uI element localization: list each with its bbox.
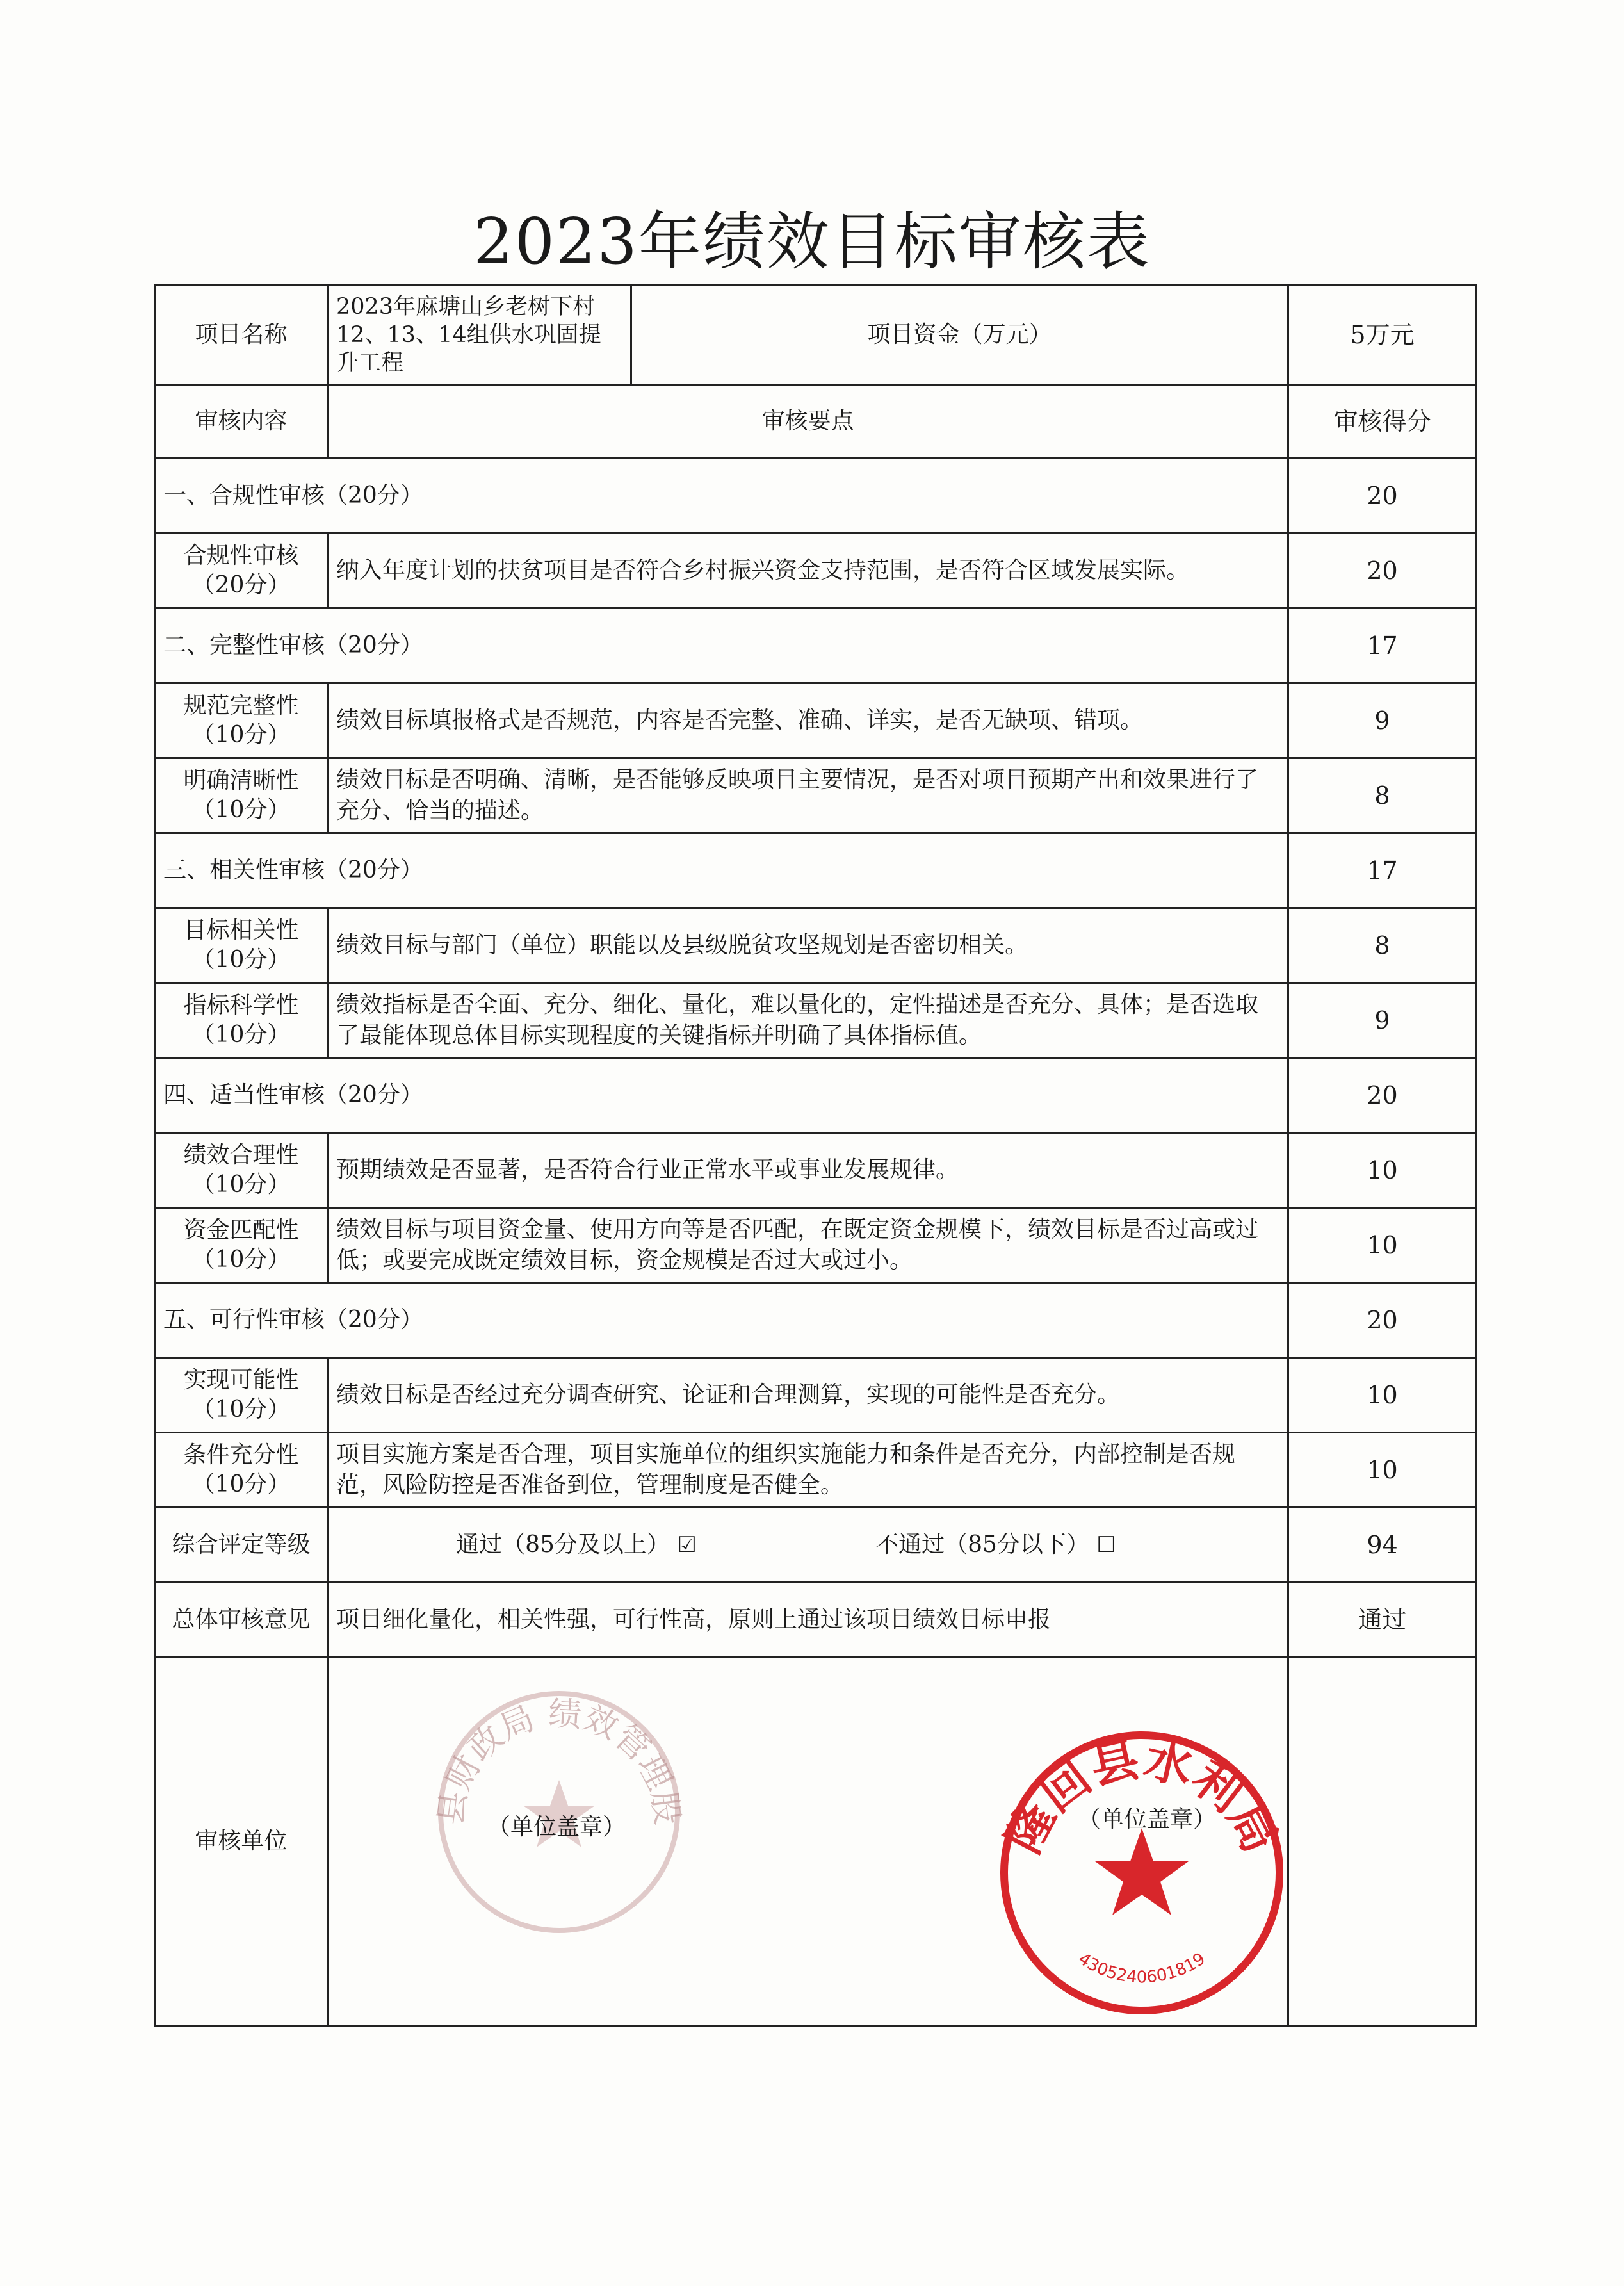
item-name: 明确清晰性 — [183, 767, 299, 794]
item-row — [155, 1433, 1477, 1508]
section-row — [155, 459, 1477, 534]
item-row — [155, 908, 1477, 983]
header-row-project — [155, 286, 1477, 385]
audit-table — [154, 284, 1477, 2027]
item-name: 资金匹配性 — [183, 1217, 299, 1243]
star-icon — [1095, 1828, 1189, 1915]
pass-option-label: 通过（85分及以上） — [456, 1531, 670, 1558]
item-name: 规范完整性 — [183, 692, 299, 719]
pass-checkbox[interactable]: ☑ — [677, 1532, 697, 1558]
left-seal-note: （单位盖章） — [487, 1814, 626, 1840]
score-label: 审核得分 — [1288, 385, 1477, 459]
item-score: 9 — [1288, 983, 1477, 1058]
points-label: 审核要点 — [328, 385, 1288, 459]
item-weight: （10分） — [191, 947, 291, 973]
item-weight: （10分） — [191, 1246, 291, 1273]
item-row — [155, 534, 1477, 608]
fail-checkbox[interactable]: ☐ — [1096, 1532, 1116, 1558]
item-name: 条件充分性 — [183, 1442, 299, 1468]
section-score: 20 — [1288, 1283, 1477, 1358]
item-weight: （10分） — [191, 1471, 291, 1498]
item-name: 绩效合理性 — [183, 1142, 299, 1168]
item-row — [155, 683, 1477, 758]
seal-label: 审核单位 — [155, 1658, 328, 2026]
item-score: 10 — [1288, 1133, 1477, 1208]
fund-label: 项目资金（万元） — [631, 286, 1288, 385]
overall-options — [328, 1508, 1288, 1583]
section-row — [155, 608, 1477, 683]
item-name-cell — [155, 983, 328, 1058]
right-seal-note: （单位盖章） — [1078, 1806, 1217, 1833]
item-score: 8 — [1288, 908, 1477, 983]
stamp-arc-text: 隆回县水利局 — [995, 1731, 1288, 1862]
overall-score: 94 — [1288, 1508, 1477, 1583]
item-text: 绩效目标填报格式是否规范，内容是否完整、准确、详实，是否无缺项、错项。 — [328, 683, 1288, 758]
item-text: 绩效目标是否经过充分调查研究、论证和合理测算，实现的可能性是否充分。 — [328, 1358, 1288, 1433]
item-weight: （10分） — [191, 1172, 291, 1198]
seal-empty-cell — [1288, 1658, 1477, 2026]
section-score: 20 — [1288, 459, 1477, 534]
item-score: 10 — [1288, 1433, 1477, 1508]
stamp-number: 4305240601819 — [1075, 1949, 1209, 1988]
item-name-cell — [155, 1433, 328, 1508]
section-title: 三、相关性审核（20分） — [155, 833, 1288, 908]
item-name: 指标科学性 — [183, 992, 299, 1018]
item-text: 绩效指标是否全面、充分、细化、量化，难以量化的，定性描述是否充分、具体；是否选取了最能体现总体目标实现程度的关键指标并明确了具体指标值。 — [328, 983, 1288, 1058]
item-weight: （10分） — [191, 1396, 291, 1423]
item-text: 绩效目标与部门（单位）职能以及县级脱贫攻坚规划是否密切相关。 — [328, 908, 1288, 983]
content-label: 审核内容 — [155, 385, 328, 459]
item-text: 绩效目标是否明确、清晰，是否能够反映项目主要情况，是否对项目预期产出和效果进行了充分、恰当的描述。 — [328, 758, 1288, 833]
section-score: 17 — [1288, 833, 1477, 908]
section-score: 17 — [1288, 608, 1477, 683]
opinion-text: 项目细化量化，相关性强，可行性高，原则上通过该项目绩效目标申报 — [328, 1583, 1288, 1658]
section-row — [155, 1058, 1477, 1133]
overall-label: 综合评定等级 — [155, 1508, 328, 1583]
section-score: 20 — [1288, 1058, 1477, 1133]
opinion-row — [155, 1583, 1477, 1658]
item-text: 绩效目标与项目资金量、使用方向等是否匹配，在既定资金规模下，绩效目标是否过高或过低；或要完成既定绩效目标，资金规模是否过大或过小。 — [328, 1208, 1288, 1283]
project-name-value: 2023年麻塘山乡老树下村12、13、14组供水巩固提升工程 — [328, 286, 631, 385]
header-row-columns — [155, 385, 1477, 459]
fail-option-label: 不通过（85分以下） — [875, 1531, 1089, 1558]
item-weight: （20分） — [191, 572, 291, 598]
item-weight: （10分） — [191, 797, 291, 823]
item-weight: （10分） — [191, 722, 291, 748]
item-name: 实现可能性 — [183, 1367, 299, 1393]
seal-area — [328, 1658, 1288, 2026]
item-text: 纳入年度计划的扶贫项目是否符合乡村振兴资金支持范围，是否符合区域发展实际。 — [328, 534, 1288, 608]
item-text: 项目实施方案是否合理，项目实施单位的组织实施能力和条件是否充分，内部控制是否规范，风险防控是否准备到位，管理制度是否健全。 — [328, 1433, 1288, 1508]
water-bureau-stamp — [988, 1719, 1295, 2027]
item-row — [155, 1208, 1477, 1283]
opinion-result: 通过 — [1288, 1583, 1477, 1658]
item-name-cell — [155, 908, 328, 983]
item-name-cell — [155, 1133, 328, 1208]
section-row — [155, 833, 1477, 908]
item-score: 8 — [1288, 758, 1477, 833]
section-title: 五、可行性审核（20分） — [155, 1283, 1288, 1358]
item-name-cell — [155, 1358, 328, 1433]
fail-option — [816, 1530, 1175, 1560]
item-text: 预期绩效是否显著，是否符合行业正常水平或事业发展规律。 — [328, 1133, 1288, 1208]
finance-bureau-stamp — [425, 1674, 694, 1943]
item-row — [155, 983, 1477, 1058]
stamp-arc-text: 县财政局 绩效管理股 — [432, 1694, 686, 1827]
pass-option — [336, 1530, 816, 1560]
item-score: 20 — [1288, 534, 1477, 608]
seal-row — [155, 1658, 1477, 2026]
page-title: 2023年绩效目标审核表 — [473, 206, 1151, 279]
item-name-cell — [155, 1208, 328, 1283]
item-row — [155, 758, 1477, 833]
item-weight: （10分） — [191, 1022, 291, 1048]
item-name-cell — [155, 534, 328, 608]
item-row — [155, 1358, 1477, 1433]
section-title: 四、适当性审核（20分） — [155, 1058, 1288, 1133]
item-score: 10 — [1288, 1208, 1477, 1283]
item-name: 合规性审核 — [183, 543, 299, 569]
item-name-cell — [155, 758, 328, 833]
item-name-cell — [155, 683, 328, 758]
item-score: 9 — [1288, 683, 1477, 758]
section-title: 一、合规性审核（20分） — [155, 459, 1288, 534]
item-name: 目标相关性 — [183, 917, 299, 943]
item-score: 10 — [1288, 1358, 1477, 1433]
fund-value: 5万元 — [1288, 286, 1477, 385]
section-title: 二、完整性审核（20分） — [155, 608, 1288, 683]
section-row — [155, 1283, 1477, 1358]
opinion-label: 总体审核意见 — [155, 1583, 328, 1658]
project-name-label: 项目名称 — [155, 286, 328, 385]
item-row — [155, 1133, 1477, 1208]
overall-row — [155, 1508, 1477, 1583]
